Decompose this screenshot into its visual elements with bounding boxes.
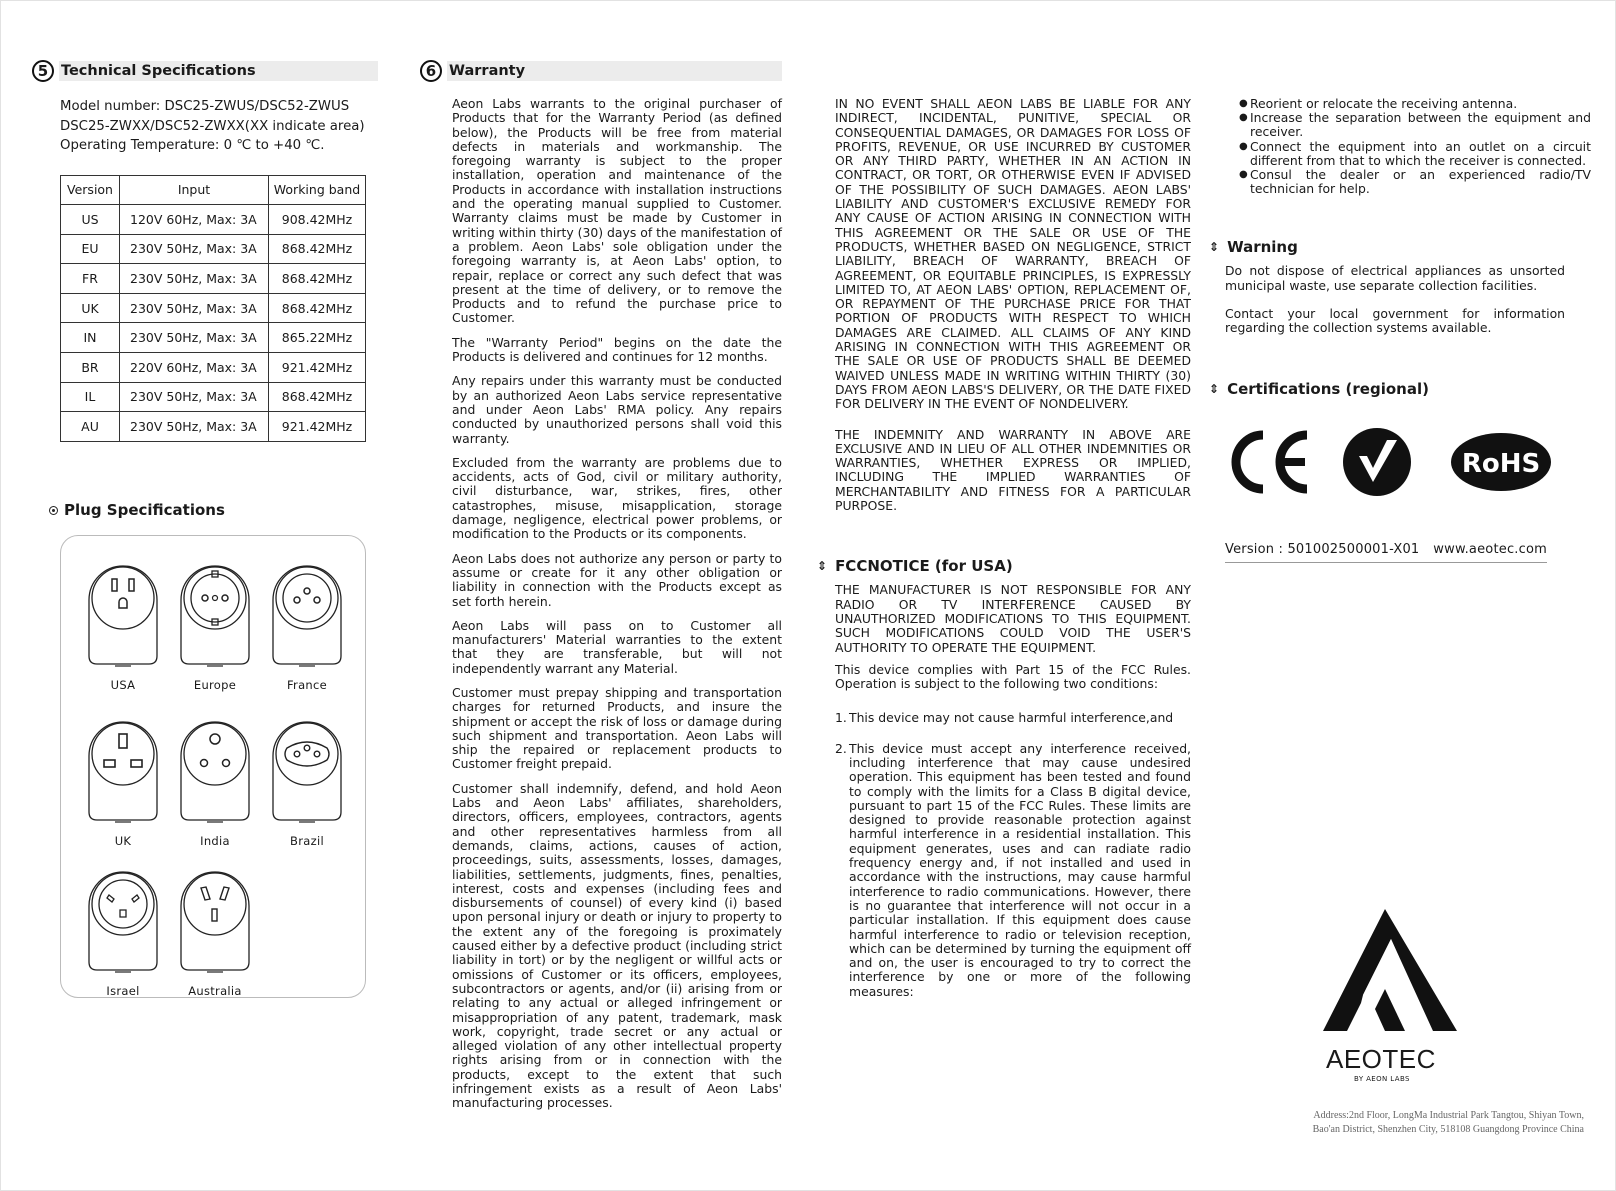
- warranty-title: Warranty: [447, 61, 782, 81]
- spec-table-row: [61, 382, 366, 412]
- plug-label-france: France: [286, 678, 328, 692]
- band-cell: 868.42MHz: [269, 382, 366, 412]
- section-number-icon: 6: [420, 60, 442, 82]
- warranty-paragraph: Any repairs under this warranty must be conducted by an authorized Aeon Labs service representative and under Aeon Labs' RMA policy. Any repairs conducted by unauthorized persons shall void this warranty.: [452, 373, 782, 446]
- version-number: Version : 501002500001-X01: [1225, 541, 1420, 557]
- spec-table-header-row: [61, 175, 366, 205]
- spec-table-row: [61, 264, 366, 294]
- measure-text: Connect the equipment into an outlet on a circuit different from that to which the receiver is connected.: [1250, 138, 1591, 168]
- measure-text: Consul the dealer or an experienced radio/TV technician for help.: [1250, 167, 1591, 197]
- version-row: [1225, 542, 1547, 557]
- condition-number: 1.: [835, 710, 847, 726]
- ce-mark-icon: [1225, 427, 1315, 497]
- c-tick-mark-icon: [1341, 426, 1413, 498]
- band-cell: 908.42MHz: [269, 205, 366, 235]
- column-warranty: [420, 57, 782, 1121]
- plug-india: [177, 716, 253, 848]
- band-cell: 868.42MHz: [269, 293, 366, 323]
- fcc-heading: [817, 557, 1191, 575]
- address-line: Bao'an District, Shenzhen City, 518108 Guangdong Province China: [1312, 1124, 1584, 1135]
- brand-name: AEOTEC: [1326, 1044, 1436, 1074]
- up-down-arrow-icon: ⇕: [1209, 240, 1220, 255]
- warning-title: Warning: [1227, 238, 1298, 257]
- plug-australia: [177, 866, 253, 998]
- rohs-mark-icon: [1449, 431, 1553, 493]
- warranty-heading: [420, 57, 782, 85]
- version-cell: AU: [61, 412, 120, 442]
- fcc-condition: [835, 742, 1191, 999]
- usa-plug-icon: [85, 560, 161, 676]
- warning-paragraph: Contact your local government for information regarding the collection systems available.: [1225, 306, 1565, 336]
- aeotec-logo-icon: [1323, 909, 1457, 1039]
- plug-label-uk: UK: [114, 834, 132, 848]
- band-cell: 921.42MHz: [269, 412, 366, 442]
- spec-header-version: Version: [61, 175, 120, 205]
- svg-text:RoHS: RoHS: [1461, 448, 1541, 479]
- band-cell: 868.42MHz: [269, 264, 366, 294]
- input-cell: 230V 50Hz, Max: 3A: [120, 412, 269, 442]
- band-cell: 921.42MHz: [269, 353, 366, 383]
- certification-marks: [1225, 426, 1591, 498]
- input-cell: 230V 50Hz, Max: 3A: [120, 264, 269, 294]
- warranty-paragraph: Customer must prepay shipping and transportation charges for returned Products, and insure the shipment or accept the risk of loss or damage during such shipment and transportation. Aeon Labs will ship the repaired or replacement products to Customer freight prepaid.: [452, 684, 782, 772]
- certifications-heading: [1209, 380, 1591, 398]
- address-line: Address:2nd Floor, LongMa Industrial Park Tangtou, Shiyan Town,: [1313, 1110, 1584, 1121]
- condition-text: This device must accept any interference received, including interference that may cause undesired operation. This equipment has been tested and found to comply with the limits for a Class B digital device, pursuant to part 15 of the FCC Rules. These limits are designed to provide reasonable protection against harmful interference in a residential installation. This equipment generates, uses and can radiate radio frequency energy and, if not installed and used in accordance with the instructions, may cause harmful interference to radio communications. However, there is no guarantee that interference will not occur in a particular installation. If this equipment does cause harmful interference to radio or television reception, which can be determined by turning the equipment off and on, the user is encouraged to try to correct the interference by one or more of the following measures:: [849, 740, 1191, 999]
- spec-table: [60, 175, 366, 442]
- band-cell: 868.42MHz: [269, 234, 366, 264]
- plug-specs-title: Plug Specifications: [64, 501, 225, 519]
- plug-label-israel: Israel: [106, 984, 140, 998]
- fcc-measure: ● Connect the equipment into an outlet on a circuit different from that to which the receiver is connected.: [1239, 138, 1591, 168]
- up-down-arrow-icon: ⇕: [817, 559, 828, 574]
- section-number-icon: 5: [32, 60, 54, 82]
- warranty-paragraph: Customer shall indemnify, defend, and hold Aeon Labs and Aeon Labs' affiliates, shareholders, directors, officers, employees, contractors, agents and other representatives harmless from all demands, claims, actions, causes of action, proceedings, suits, assessments, losses, damages, liabilities, settlements, judgments, fines, penalties, interest, costs and expenses (including fees and disbursements of counsel) of every kind (i) based upon personal injury or death or injury to property to the extent any of the foregoing is proximately caused either by a defective product (including strict liability in tort) or by the negligent or willful acts or omissions of Customer or its officers, employees, subcontractors or agents, and/or (ii) arising from or relating to any actual or alleged infringement or misappropriation of any patent, trademark, mask work, copyright, trade secret or any actual or alleged violation of any other intellectual property rights arising from or in connection with the products, except to the extent that such infringement exists as a result of Aeon Labs' manufacturing processes.: [452, 780, 782, 1111]
- plug-france: [269, 560, 345, 692]
- input-cell: 230V 50Hz, Max: 3A: [120, 293, 269, 323]
- version-cell: EU: [61, 234, 120, 264]
- france-plug-icon: [269, 560, 345, 676]
- measure-text: Increase the separation between the equipment and receiver.: [1250, 110, 1591, 140]
- up-down-arrow-icon: ⇕: [1209, 381, 1220, 396]
- spec-table-row: [61, 293, 366, 323]
- warranty-paragraph: The "Warranty Period" begins on the date the Products is delivered and continues for 12 months.: [452, 334, 782, 365]
- uk-plug-icon: [85, 716, 161, 832]
- liability-paragraph: IN NO EVENT SHALL AEON LABS BE LIABLE FOR ANY INDIRECT, INCIDENTAL, PUNITIVE, SPECIAL OR CONSEQUENTIAL DAMAGES, OR DAMAGES FOR LOSS OF PROFITS, REVENUE, OR USE INCURRED BY CUSTOMER OR ANY THIRD PARTY, WHETHER IN AN ACTION IN CONTRACT, OR TORT, OR OTHERWISE EVEN IF ADVISED OF THE POSSIBILITY OF SUCH DAMAGES. AEON LABS' LIABILITY AND CUSTOMER'S EXCLUSIVE REMEDY FOR ANY CAUSE OF ACTION ARISING IN CONNECTION WITH THIS AGREEMENT OR THE SALE OR USE OF THE PRODUCTS, WHETHER BASED ON NEGLIGENCE, STRICT LIABILITY, BREACH OF WARRANTY, BREACH OF AGREEMENT, OR EQUITABLE PRINCIPLES, IS EXPRESSLY LIMITED TO, AT AEON LABS' OPTION, REPLACEMENT OF, OR REPAYMENT OF THE PURCHASE PRICE FOR THAT PORTION OF PRODUCTS WITH RESPECT TO WHICH DAMAGES ARE CLAIMED. ALL CLAIMS OF ANY KIND ARISING IN CONNECTION WITH THIS AGREEMENT OR THE SALE OR USE OF PRODUCTS SHALL BE DEEMED WAIVED UNLESS MADE IN WRITING WITHIN THIRTY (30) DAYS FROM AEON LABS'S DELIVERY, OR THE DATE FIXED FOR DELIVERY IN THE EVENT OF NONDELIVERY.: [835, 96, 1191, 412]
- website-url: www.aeotec.com: [1433, 541, 1547, 557]
- israel-plug-icon: [85, 866, 161, 982]
- plug-usa: [85, 560, 161, 692]
- europe-plug-icon: [177, 560, 253, 676]
- fcc-caps-notice: THE MANUFACTURER IS NOT RESPONSIBLE FOR ANY RADIO OR TV INTERFERENCE CAUSED BY UNAUTHORIZED MODIFICATIONS TO THIS EQUIPMENT. SUCH MODIFICATIONS COULD VOID THE USER'S AUTHORITY TO OPERATE THE EQUIPMENT.: [835, 582, 1191, 655]
- india-plug-icon: [177, 716, 253, 832]
- measure-text: Reorient or relocate the receiving antenna.: [1250, 96, 1518, 111]
- certifications-title: Certifications (regional): [1227, 379, 1429, 398]
- spec-table-row: [61, 205, 366, 235]
- plug-panel: [60, 535, 366, 998]
- plug-label-australia: Australia: [188, 984, 242, 998]
- input-cell: 230V 50Hz, Max: 3A: [120, 382, 269, 412]
- divider: [1225, 562, 1547, 563]
- target-bullet-icon: [49, 506, 58, 515]
- australia-plug-icon: [177, 866, 253, 982]
- column-warning-certs: [1209, 96, 1591, 563]
- fcc-title: FCCNOTICE (for USA): [835, 557, 1013, 576]
- model-info: [60, 97, 378, 156]
- fcc-measure: ● Increase the separation between the equipment and receiver.: [1239, 110, 1591, 140]
- indemnity-paragraph: THE INDEMNITY AND WARRANTY IN ABOVE ARE EXCLUSIVE AND IN LIEU OF ALL OTHER INDEMNITIES OR WARRANTIES, WHETHER EXPRESS OR IMPLIED, INCLUDING THE IMPLIED WARRANTIES OF MERCHANTABILITY AND FITNESS FOR A PARTICULAR PURPOSE.: [835, 426, 1191, 514]
- input-cell: 230V 50Hz, Max: 3A: [120, 323, 269, 353]
- input-cell: 220V 60Hz, Max: 3A: [120, 353, 269, 383]
- tech-specs-heading: [32, 57, 378, 85]
- warranty-paragraph: Aeon Labs warrants to the original purchaser of Products that for the Warranty Period (as defined below), the Products will be free from material defects in materials and workmanship. The foregoing warranty is subject to the proper installation, operation and maintenance of the Products in accordance with installation instructions and the operating manual supplied to Customer. Warranty claims must be made by Customer in writing within thirty (30) days of the manifestation of a problem. Aeon Labs' sole obligation under the foregoing warranty is, at Aeon Labs' option, to repair, replace or correct any such defect that was present at the time of delivery, or to remove the Products and to refund the purchase price to Customer.: [452, 96, 782, 326]
- version-cell: BR: [61, 353, 120, 383]
- plug-label-usa: USA: [110, 678, 136, 692]
- brand-subtitle: BY AEON LABS: [1354, 1075, 1410, 1083]
- fcc-measure: ● Reorient or relocate the receiving antenna.: [1239, 96, 1518, 111]
- tech-specs-title: Technical Specifications: [59, 61, 378, 81]
- fcc-measure: ● Consul the dealer or an experienced radio/TV technician for help.: [1239, 167, 1591, 197]
- spec-table-row: [61, 412, 366, 442]
- warranty-paragraph: Aeon Labs does not authorize any person or party to assume or create for it any other obligation or liability in connection with the Products except as set forth herein.: [452, 550, 782, 609]
- plug-israel: [85, 866, 161, 998]
- warranty-paragraph: Aeon Labs will pass on to Customer all manufacturers' Material warranties to the extent that they are transferable, but will not independently warrant any Material.: [452, 617, 782, 676]
- condition-text: This device may not cause harmful interference,and: [849, 710, 1174, 726]
- spec-table-row: [61, 353, 366, 383]
- fcc-condition: [835, 711, 1191, 725]
- model-number-line1: Model number: DSC25-ZWUS/DSC52-ZWUS: [60, 99, 350, 114]
- plug-label-europe: Europe: [193, 678, 237, 692]
- input-cell: 120V 60Hz, Max: 3A: [120, 205, 269, 235]
- condition-number: 2.: [835, 740, 847, 756]
- version-cell: IN: [61, 323, 120, 353]
- input-cell: 230V 50Hz, Max: 3A: [120, 234, 269, 264]
- model-number-line2: DSC25-ZWXX/DSC52-ZWXX(XX indicate area): [60, 118, 365, 134]
- company-address: [1284, 1109, 1584, 1137]
- warning-heading: [1209, 238, 1591, 256]
- spec-header-band: Working band: [269, 175, 366, 205]
- spec-table-row: [61, 323, 366, 353]
- band-cell: 865.22MHz: [269, 323, 366, 353]
- warranty-paragraph: Excluded from the warranty are problems due to accidents, acts of God, civil or military authority, civil disturbance, war, strikes, fires, other catastrophes, misuse, misapplication, storage damage, negligence, electrical power problems, or modification to the Products or its components.: [452, 454, 782, 542]
- plug-europe: [177, 560, 253, 692]
- operating-temperature: Operating Temperature: 0 ℃ to +40 ℃.: [60, 138, 325, 153]
- column-liability-fcc: [817, 96, 1191, 999]
- column-technical: [32, 57, 378, 998]
- version-cell: FR: [61, 264, 120, 294]
- fcc-intro: This device complies with Part 15 of the FCC Rules. Operation is subject to the following two conditions:: [835, 661, 1191, 692]
- version-cell: IL: [61, 382, 120, 412]
- plug-brazil: [269, 716, 345, 848]
- plug-label-india: India: [200, 834, 230, 848]
- version-cell: US: [61, 205, 120, 235]
- plug-label-brazil: Brazil: [290, 834, 324, 848]
- warning-paragraph: Do not dispose of electrical appliances as unsorted municipal waste, use separate collection facilities.: [1225, 263, 1565, 293]
- plug-uk: [85, 716, 161, 848]
- plug-specs-heading: [49, 501, 225, 519]
- spec-table-row: [61, 234, 366, 264]
- brazil-plug-icon: [269, 716, 345, 832]
- spec-header-input: Input: [120, 175, 269, 205]
- version-cell: UK: [61, 293, 120, 323]
